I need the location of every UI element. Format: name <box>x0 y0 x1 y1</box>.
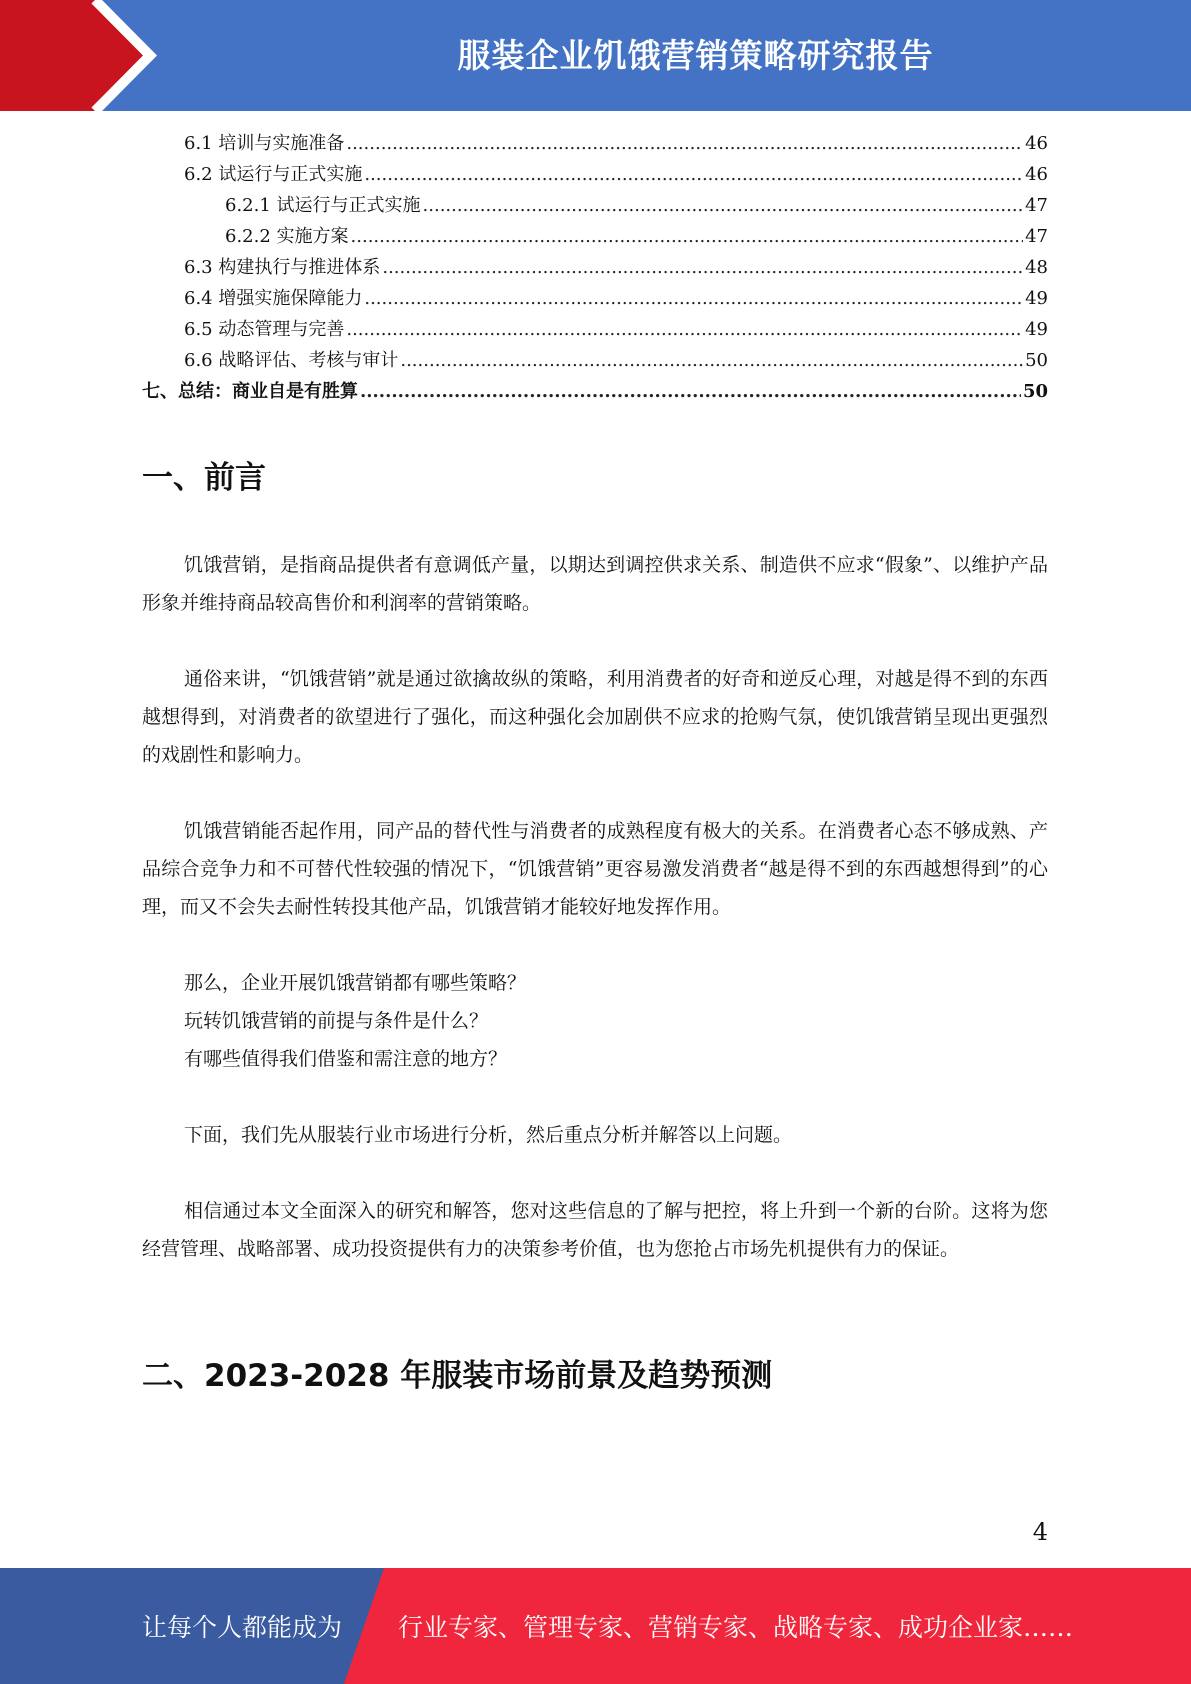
toc-entry[interactable] <box>142 252 1048 283</box>
page-number: 4 <box>1032 1518 1048 1546</box>
toc-entry-label: 6.4 增强实施保障能力 <box>184 288 363 309</box>
question-line: 那么，企业开展饥饿营销都有哪些策略？ <box>184 972 527 994</box>
toc-entry-page: 49 <box>1025 319 1048 340</box>
toc-entry-page: 47 <box>1025 226 1048 247</box>
toc-entry-page: 48 <box>1025 257 1048 278</box>
toc-entry-page: 50 <box>1025 350 1048 371</box>
toc-entry-label: 6.2.2 实施方案 <box>225 226 349 247</box>
toc-entry[interactable] <box>142 190 1048 221</box>
toc-entry[interactable] <box>142 159 1048 190</box>
toc-leader-dots <box>364 283 1023 314</box>
toc-entry[interactable] <box>142 345 1048 376</box>
toc-entry-label: 6.3 构建执行与推进体系 <box>184 257 381 278</box>
question-line: 玩转饥饿营销的前提与条件是什么？ <box>184 1010 489 1032</box>
toc-leader-dots <box>346 314 1023 345</box>
toc-entry[interactable] <box>142 314 1048 345</box>
toc-entry-page: 50 <box>1022 381 1048 402</box>
toc-entry[interactable] <box>142 128 1048 159</box>
toc-entry-label: 七、总结：商业自是有胜算 <box>142 381 358 402</box>
toc-entry-label: 6.2.1 试运行与正式实施 <box>225 195 421 216</box>
toc-leader-dots <box>346 128 1023 159</box>
toc-entry-page: 46 <box>1025 164 1048 185</box>
toc-entry-page: 49 <box>1025 288 1048 309</box>
toc-entry-label: 6.1 培训与实施准备 <box>184 133 345 154</box>
toc-leader-dots <box>360 376 1021 407</box>
table-of-contents <box>142 128 1048 407</box>
footer-slogan-right: 行业专家、管理专家、营销专家、战略专家、成功企业家…… <box>398 1613 1074 1642</box>
chevron-arrow-icon <box>0 0 160 111</box>
report-title: 服装企业饥饿营销策略研究报告 <box>457 36 934 75</box>
toc-entry-label: 6.6 战略评估、考核与审计 <box>184 350 399 371</box>
paragraph: 饥饿营销，是指商品提供者有意调低产量，以期达到调控供求关系、制造供不应求“假象”、以维护产品形象并维持商品较高售价和利润率的营销策略。 <box>142 554 1048 614</box>
toc-entry-label: 6.2 试运行与正式实施 <box>184 164 363 185</box>
page-footer <box>0 1568 1191 1684</box>
toc-entry-page: 47 <box>1025 195 1048 216</box>
toc-entry-label: 6.5 动态管理与完善 <box>184 319 345 340</box>
toc-leader-dots <box>351 221 1024 252</box>
toc-leader-dots <box>400 345 1023 376</box>
toc-leader-dots <box>423 190 1024 221</box>
footer-slogan-left: 让每个人都能成为 <box>142 1613 343 1642</box>
paragraph: 通俗来讲，“饥饿营销”就是通过欲擒故纵的策略，利用消费者的好奇和逆反心理，对越是得不到的东西越想得到，对消费者的欲望进行了强化，而这种强化会加剧供不应求的抢购气氛，使饥饿营销呈现出更强烈的戏剧性和影响力。 <box>142 668 1048 766</box>
toc-leader-dots <box>364 159 1023 190</box>
paragraph: 相信通过本文全面深入的研究和解答，您对这些信息的了解与把控，将上升到一个新的台阶。这将为您经营管理、战略部署、成功投资提供有力的决策参考价值，也为您抢占市场先机提供有力的保证。 <box>142 1200 1048 1260</box>
paragraph: 下面，我们先从服装行业市场进行分析，然后重点分析并解答以上问题。 <box>184 1124 793 1146</box>
toc-entry[interactable] <box>142 283 1048 314</box>
section-heading-preface: 一、前言 <box>142 460 266 496</box>
toc-entry-page: 46 <box>1025 133 1048 154</box>
toc-leader-dots <box>382 252 1023 283</box>
page-header <box>0 0 1191 111</box>
paragraph: 饥饿营销能否起作用，同产品的替代性与消费者的成熟程度有极大的关系。在消费者心态不够成熟、产品综合竞争力和不可替代性较强的情况下，“饥饿营销”更容易激发消费者“越是得不到的东西越想得到”的心理，而又不会失去耐性转投其他产品，饥饿营销才能较好地发挥作用。 <box>142 820 1048 918</box>
toc-entry[interactable] <box>142 376 1048 407</box>
question-line: 有哪些值得我们借鉴和需注意的地方？ <box>184 1048 508 1070</box>
footer-blue-slant <box>344 1568 384 1684</box>
toc-entry[interactable] <box>142 221 1048 252</box>
section-heading-market-outlook: 二、2023-2028 年服装市场前景及趋势预测 <box>142 1358 773 1394</box>
